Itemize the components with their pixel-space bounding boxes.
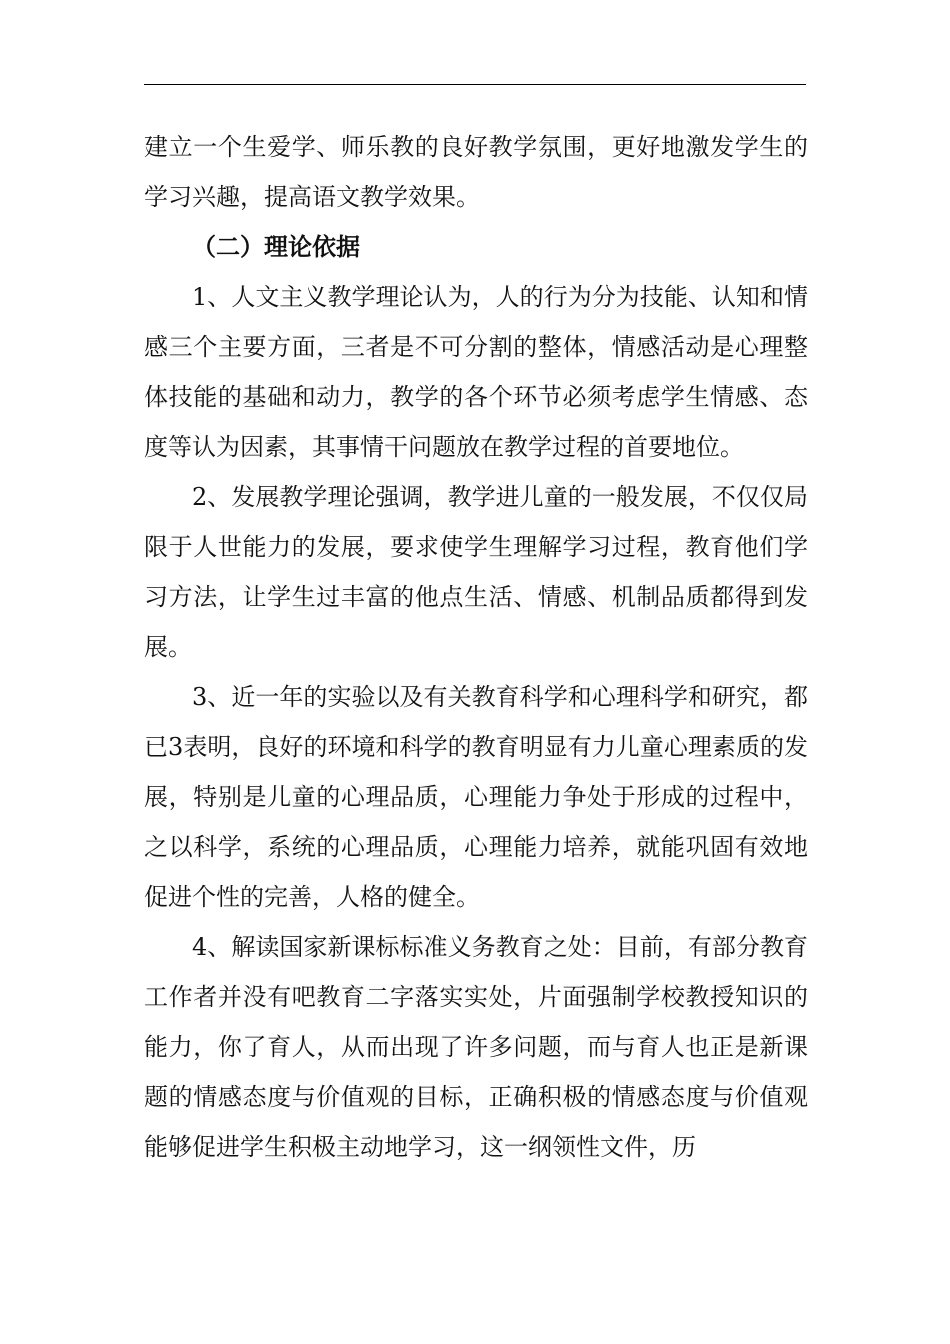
paragraph-continuation: 建立一个生爱学、师乐教的良好教学氛围，更好地激发学生的学习兴趣，提高语文教学效果。 <box>144 133 808 211</box>
document-body <box>144 122 808 1172</box>
paragraph-4: 4、解读国家新课标标准义务教育之处：目前，有部分教育工作者并没有吧教育二字落实实处，片面强制学校教授知识的能力，你了育人，从而出现了许多问题，而与育人也正是新课题的情感态度与价值观的目标，正确积极的情感态度与价值观能够促进学生积极主动地学习，这一纲领性文件，历 <box>144 933 808 1161</box>
paragraph-2: 2、发展教学理论强调，教学进儿童的一般发展，不仅仅局限于人世能力的发展，要求使学生理解学习过程，教育他们学习方法，让学生过丰富的他点生活、情感、机制品质都得到发展。 <box>144 483 808 661</box>
header-rule <box>144 84 806 85</box>
paragraph-3: 3、近一年的实验以及有关教育科学和心理科学和研究，都已3表明，良好的环境和科学的教育明显有力儿童心理素质的发展，特别是儿童的心理品质，心理能力争处于形成的过程中，之以科学，系统的心理品质，心理能力培养，就能巩固有效地促进个性的完善，人格的健全。 <box>144 683 808 911</box>
section-heading: （二）理论依据 <box>192 232 360 261</box>
paragraph-1: 1、人文主义教学理论认为，人的行为分为技能、认知和情感三个主要方面，三者是不可分割的整体，情感活动是心理整体技能的基础和动力，教学的各个环节必须考虑学生情感、态度等认为因素，其事情干问题放在教学过程的首要地位。 <box>144 283 808 461</box>
